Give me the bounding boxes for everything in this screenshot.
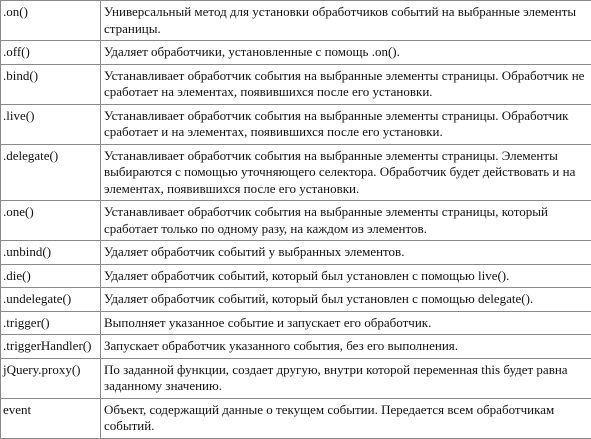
method-name-cell: .bind() xyxy=(1,64,101,104)
method-description-cell: Запускает обработчик указанного события, без его выполнения. xyxy=(101,335,591,359)
method-name-cell: .delegate() xyxy=(1,144,101,201)
table-row xyxy=(1,144,591,201)
method-name-cell: .triggerHandler() xyxy=(1,335,101,359)
method-description-cell: Устанавливает обработчик события на выбранные элементы страницы. Элементы выбираются с помощью уточняющего селектора. Обработчик будет действовать и на элементах, появившихся после его установки. xyxy=(101,144,591,201)
method-name-cell: .undelegate() xyxy=(1,288,101,312)
method-description-cell: Выполняет указанное событие и запускает его обработчик. xyxy=(101,311,591,335)
method-name-cell: .unbind() xyxy=(1,241,101,265)
table-row xyxy=(1,311,591,335)
method-description-cell: Удаляет обработчик событий у выбранных элементов. xyxy=(101,241,591,265)
table-row xyxy=(1,398,591,438)
method-description-cell: Устанавливает обработчик события на выбранные элементы страницы. Обработчик не сработает на элементах, появившихся после его установки. xyxy=(101,64,591,104)
method-description-cell: Удаляет обработчики, установленные с помощь .on(). xyxy=(101,41,591,65)
table-row xyxy=(1,41,591,65)
method-description-cell: По заданной функции, создает другую, внутри которой переменная this будет равна заданному значению. xyxy=(101,358,591,398)
table-row xyxy=(1,241,591,265)
method-description-cell: Объект, содержащий данные о текущем событии. Передается всем обработчикам событий. xyxy=(101,398,591,438)
method-name-cell: .off() xyxy=(1,41,101,65)
table-row xyxy=(1,64,591,104)
table-row xyxy=(1,104,591,144)
method-description-cell: Устанавливает обработчик события на выбранные элементы страницы. Обработчик сработает и на элементах, появившихся после его установки. xyxy=(101,104,591,144)
method-description-cell: Устанавливает обработчик события на выбранные элементы страницы, который сработает только по одному разу, на каждом из элементов. xyxy=(101,201,591,241)
table-row xyxy=(1,1,591,41)
table-row xyxy=(1,358,591,398)
method-description-cell: Удаляет обработчик событий, который был установлен с помощью delegate(). xyxy=(101,288,591,312)
method-name-cell: .live() xyxy=(1,104,101,144)
method-name-cell: event xyxy=(1,398,101,438)
method-description-cell: Универсальный метод для установки обработчиков событий на выбранные элементы страницы. xyxy=(101,1,591,41)
method-name-cell: .one() xyxy=(1,201,101,241)
table-row xyxy=(1,201,591,241)
table-row xyxy=(1,335,591,359)
method-name-cell: .trigger() xyxy=(1,311,101,335)
table-row xyxy=(1,288,591,312)
method-name-cell: .die() xyxy=(1,264,101,288)
method-name-cell: .on() xyxy=(1,1,101,41)
method-name-cell: jQuery.proxy() xyxy=(1,358,101,398)
method-description-cell: Удаляет обработчик событий, который был установлен с помощью live(). xyxy=(101,264,591,288)
table-row xyxy=(1,264,591,288)
